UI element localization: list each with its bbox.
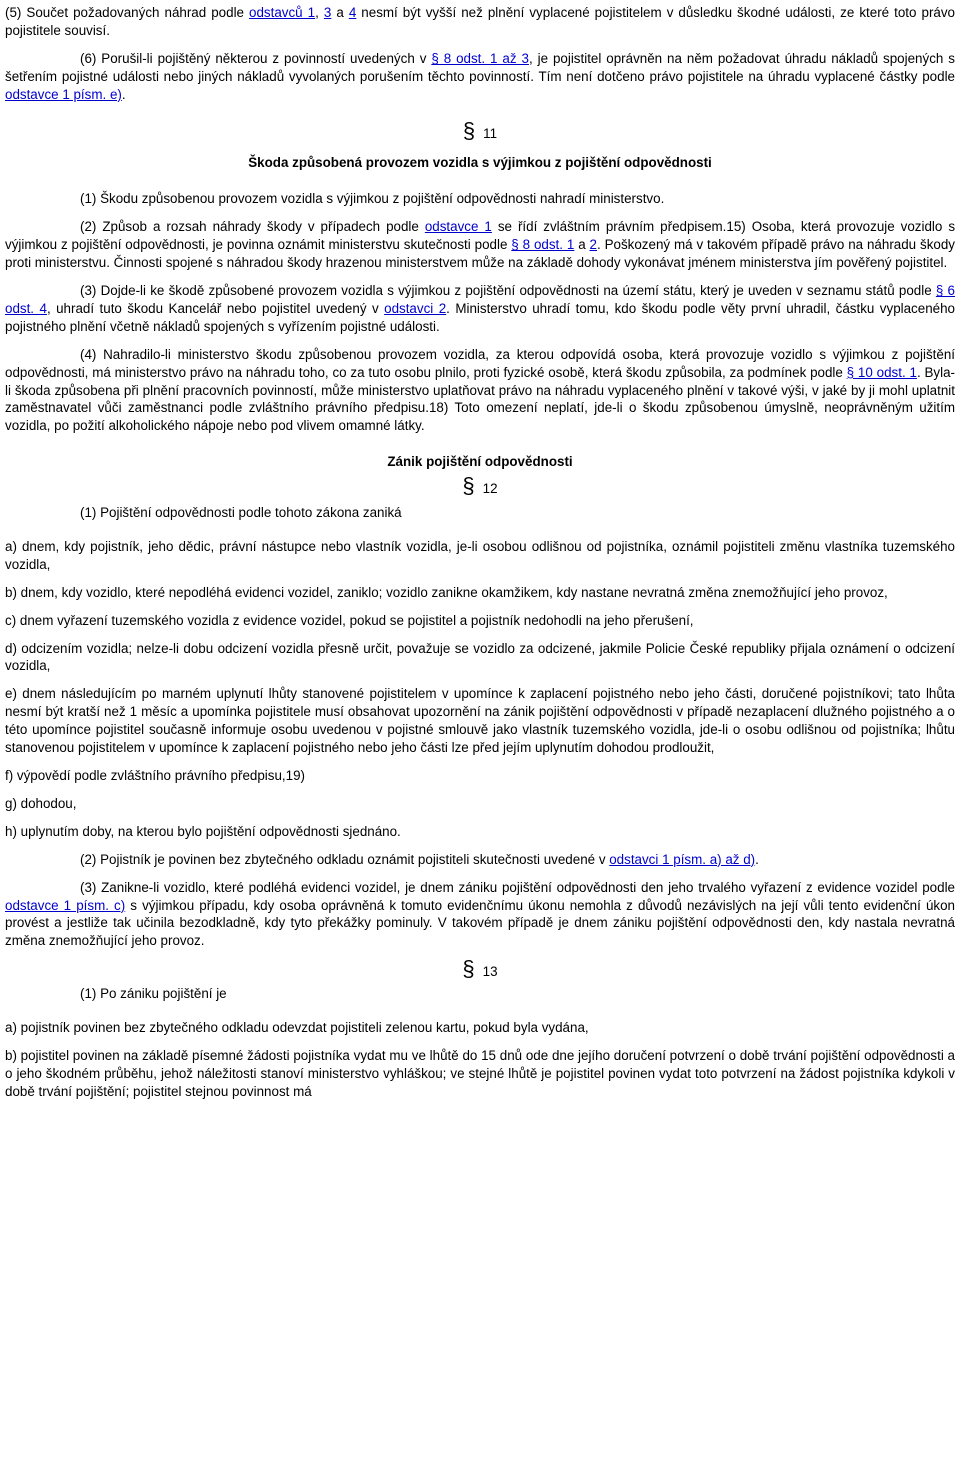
section-title-11: Škoda způsobená provozem vozidla s výjimkou z pojištění odpovědnosti — [248, 155, 712, 171]
paragraph-11-3 — [5, 282, 955, 336]
section-num: 12 — [482, 481, 498, 497]
paragraph-11-2 — [5, 218, 955, 272]
paragraph-13-1: (1) Po zániku pojištění je — [80, 986, 227, 1002]
paragraph-12-1: (1) Pojištění odpovědnosti podle tohoto zákona zaniká — [80, 505, 402, 521]
section-num: 13 — [482, 964, 498, 980]
text: se řídí zvláštním právním předpisem.15) Osoba, která provozuje vozidlo s výjimkou z pojištění odpovědnosti, je povinna oznámit ministerstvu skutečnosti podle — [5, 219, 956, 253]
list-item-13-b: b) pojistitel povinen na základě písemné žádosti pojistníka vydat mu ve lhůtě do 15 dnů ode dne jejího doručení potvrzení o době trvání pojištění odpovědnosti a o jeho škodném průběhu, jehož náležitosti stanoví ministerstvo vyhláškou; ve stejné lhůtě je pojistitel povinen vydat toto potvrzení na žádost pojistníka kdykoli v době trvání pojištění; pojistitel stejnou povinnost má — [5, 1047, 955, 1099]
link-par-8-odst-1[interactable]: § 8 odst. 1 — [511, 237, 575, 253]
text: (2) Způsob a rozsah náhrady škody v případech podle — [80, 219, 425, 235]
link-3[interactable]: 3 — [323, 5, 332, 20]
text: a — [331, 5, 349, 20]
text: (4) Nahradilo-li ministerstvo škodu způsobenou provozem vozidla, za kterou odpovídá osoba, která provozuje vozidlo s výjimkou z pojištění odpovědnosti, má ministerstvo právo na náhradu toho, co za tuto osobu plnilo, proti fyzické osobě, která škodu způsobila, za podmínek podle — [5, 346, 955, 380]
list-item-12-d: d) odcizením vozidla; nelze-li dobu odcizení vozidla přesně určit, považuje se vozidlo za odcizené, jakmile Policie České republiky přijala oznámení o odcizení vozidla, — [5, 640, 955, 674]
link-par-8-odst-1-az-3[interactable]: § 8 odst. 1 až 3 — [431, 50, 529, 66]
section-number-11 — [5, 117, 955, 143]
list-item-12-g: g) dohodou, — [5, 795, 77, 811]
list-item-12-h: h) uplynutím doby, na kterou bylo pojištění odpovědnosti sjednáno. — [5, 823, 401, 839]
text: (5) Součet požadovaných náhrad podle — [5, 5, 250, 20]
link-odstavce-1-pism-c[interactable]: odstavce 1 písm. c) — [5, 897, 126, 913]
paragraph-10-6 — [5, 50, 955, 104]
text: , je pojistitel oprávněn na něm požadovat úhradu nákladů spojených s šetřením pojistné události nebo jiných nákladů vyvolaných porušením těchto povinností. Tím není dotčeno právo pojistitele na úhradu vyplacené částky podle — [5, 50, 955, 84]
section-number-13 — [5, 956, 955, 982]
text: . Poškozený má v takovém případě právo na náhradu škody proti ministerstvu. Činnosti spojené s náhradou škody hrazenou ministerstvem může na základě dohody vykonávat jménem ministerstva jím pověřený pojistitel. — [5, 237, 955, 271]
paragraph-12-2 — [5, 851, 955, 869]
text: (6) Porušil-li pojištěný některou z povinností uvedených v — [80, 50, 432, 66]
section-num: 11 — [483, 125, 498, 141]
section-sign: § — [462, 117, 476, 143]
link-4[interactable]: 4 — [348, 5, 357, 20]
link-par-10-odst-1[interactable]: § 10 odst. 1 — [846, 364, 917, 380]
list-item-12-c: c) dnem vyřazení tuzemského vozidla z evidence vozidel, pokud se pojistitel a pojistník nedohodli na jeho přerušení, — [5, 612, 694, 628]
text: (3) Dojde-li ke škodě způsobené provozem vozidla s výjimkou z pojištění odpovědnosti na území státu, který je uveden v seznamu států podle — [80, 282, 936, 298]
text: . Ministerstvo uhradí tomu, kdo škodu podle věty první uhradil, částku vyplaceného pojistného plnění včetně nákladů spojených s vyřízením pojistné události. — [5, 300, 955, 334]
text: nesmí být vyšší než plnění vyplacené pojistitelem v důsledku škodné události, ze které toto právo pojistitele souvisí. — [5, 5, 955, 38]
list-item-12-f: f) výpovědí podle zvláštního právního předpisu,19) — [5, 768, 305, 783]
paragraph-11-4 — [5, 346, 955, 436]
link-odstavcu-1[interactable]: odstavců 1 — [249, 5, 316, 20]
paragraph-11-1: (1) Škodu způsobenou provozem vozidla s výjimkou z pojištění odpovědnosti nahradí ministerstvo. — [80, 191, 665, 207]
link-odstavci-1-pism-a-az-d[interactable]: odstavci 1 písm. a) až d) — [609, 851, 756, 867]
list-item-12-e: e) dnem následujícím po marném uplynutí lhůty stanovené pojistitelem v upomínce k zaplacení pojistného nebo jeho části, doručené pojistníkovi; tato lhůta nesmí být kratší než 1 měsíc a upomínka pojistitele musí obsahovat upozornění na zánik pojištění odpovědnosti v případě nezaplacení dlužného pojistného a o této upomínce pojistitel současně informuje osobu uvedenou v pojistné smlouvě jako vlastník tuzemského vozidla, jde-li o osobu odlišnou od pojistníka; lhůtu stanovenou pojistitelem v upomínce k zaplacení pojistného nebo jeho části lze před jejím uplynutím dohodou prodloužit, — [5, 686, 955, 756]
link-odstavci-2[interactable]: odstavci 2 — [384, 300, 447, 316]
text: , uhradí tuto škodu Kancelář nebo pojistitel uvedený v — [46, 300, 385, 316]
section-sign: § — [462, 473, 475, 499]
text: (3) Zanikne-li vozidlo, které podléhá evidenci vozidel, je dnem zániku pojištění odpovědnosti den jeho trvalého vyřazení z evidence vozidel podle — [80, 879, 955, 895]
link-odstavce-1[interactable]: odstavce 1 — [424, 219, 492, 235]
text: . Byla-li škoda způsobena při plnění pracovních povinností, může ministerstvo uplatňovat právo na náhradu vyplaceného plnění v takové výši, v jaké by ji mohl uplatnit zaměstnavatel vůči zaměstnanci podle zvláštního právního předpisu.18) Toto omezení neplatí, jde-li o škodu způsobenou úmyslně, neoprávněným užitím vozidla, po požití alkoholického nápoje nebo pod vlivem omamné látky. — [5, 364, 955, 434]
text: a — [574, 237, 590, 253]
text: , — [315, 5, 324, 20]
list-item-12-b: b) dnem, kdy vozidlo, které nepodléhá evidenci vozidel, zaniklo; vozidlo zanikne okamžikem, kdy nastane nevratná změna znemožňující jeho provoz, — [5, 584, 888, 600]
document-page — [5, 4, 955, 1111]
paragraph-12-3 — [5, 879, 955, 951]
section-title-12: Zánik pojištění odpovědnosti — [387, 454, 573, 470]
list-item-12-a: a) dnem, kdy pojistník, jeho dědic, právní nástupce nebo vlastník vozidla, je-li osobou odlišnou od pojistníka, oznámil pojistiteli změnu vlastníka tuzemského vozidla, — [5, 538, 955, 572]
section-number-12 — [5, 473, 955, 499]
text: s výjimkou případu, kdy osoba oprávněná k tomuto evidenčnímu úkonu nemohla z důvodů nezávislých na její vůli tento evidenční úkon provést a jestliže tak učinila bezodkladně, kdy tyto překážky pominuly. V takovém případě je dnem zániku pojištění odpovědnosti den, kdy nastala nevratná změna znemožňující jeho provoz. — [5, 897, 955, 949]
list-item-13-a: a) pojistník povinen bez zbytečného odkladu odevzdat pojistiteli zelenou kartu, pokud byla vydána, — [5, 1020, 589, 1036]
link-odstavce-1-pism-e[interactable]: odstavce 1 písm. e) — [5, 86, 122, 102]
text: . — [121, 86, 126, 102]
link-2[interactable]: 2 — [589, 237, 597, 253]
text: . — [755, 851, 759, 867]
paragraph-10-5 — [5, 4, 955, 40]
section-sign: § — [462, 956, 475, 982]
text: (2) Pojistník je povinen bez zbytečného odkladu oznámit pojistiteli skutečnosti uvedené v — [80, 851, 610, 867]
link-par-6-odst-4[interactable]: § 6 odst. 4 — [5, 282, 955, 316]
